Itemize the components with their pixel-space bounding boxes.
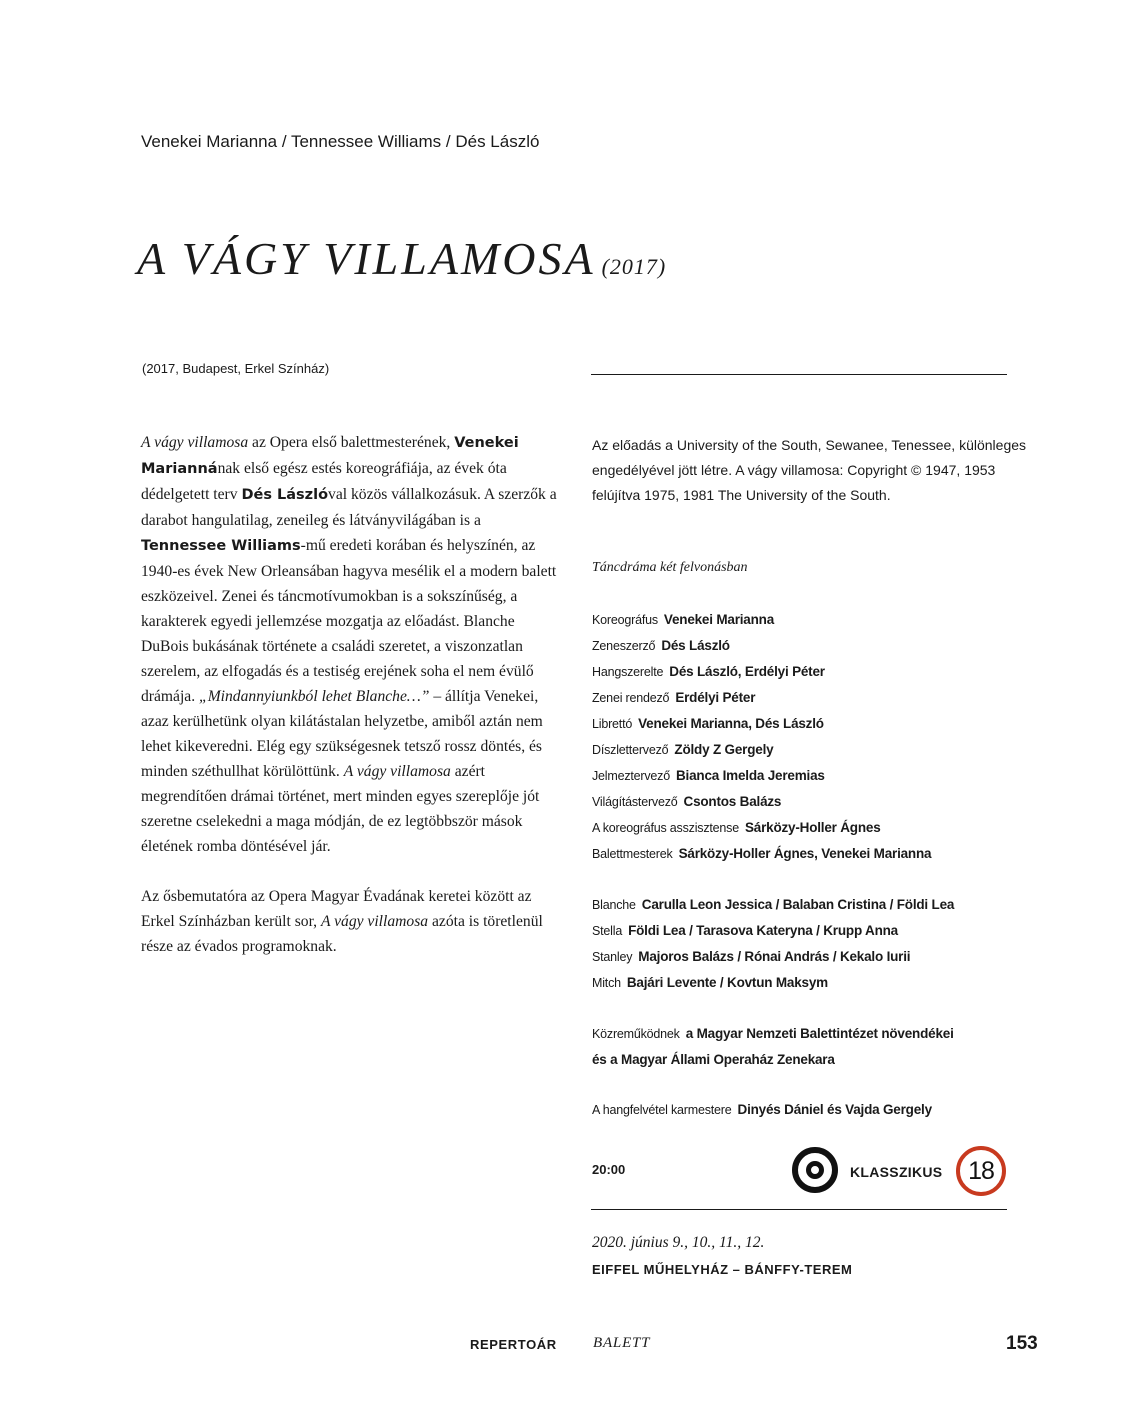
license-note: Az előadás a University of the South, Sewanee, Tenessee, különleges engedélyével jött létre. A vágy villamosa: Copyright © 1947, 1953 felújítva 1975, 1981 The University of the South. [592, 437, 1027, 503]
credit-name: Zöldy Z Gergely [674, 742, 774, 757]
name-highlight: Tennessee Williams [141, 538, 301, 554]
divider [591, 374, 1007, 375]
name-highlight: Venekei Mariann [141, 435, 519, 477]
credit-name: Sárközy-Holler Ágnes [744, 820, 881, 835]
name-highlight: Dés László [241, 487, 329, 503]
show-dates: 2020. június 9., 10., 11., 12. [592, 1234, 765, 1251]
credit-name: Bajári Levente / Kovtun Maksym [626, 975, 828, 990]
title-text: A VÁGY VILLAMOSA [137, 233, 596, 284]
text-run: az Opera első balettmesterének, [248, 434, 455, 451]
credit-role: Világítástervező [592, 795, 678, 809]
credit-name: Dés László [661, 638, 730, 653]
credit-row [592, 737, 954, 763]
credit-role: Díszlettervező [592, 743, 669, 757]
credit-row [592, 607, 954, 633]
show-time: 20:00 [592, 1162, 626, 1177]
credit-role: Közreműködnek [592, 1027, 680, 1041]
credit-role: Hangszerelte [592, 665, 664, 679]
age-rating-badge: 18 [956, 1146, 1006, 1196]
credit-row [592, 892, 954, 918]
page-number: 153 [1006, 1333, 1038, 1354]
name-highlight: á [207, 461, 218, 477]
credit-row [592, 918, 954, 944]
category-label: KLASSZIKUS [850, 1164, 943, 1180]
credit-name: Földi Lea / Tarasova Kateryna / Krupp Anna [628, 923, 898, 938]
credit-name: Carulla Leon Jessica / Balaban Cristina / Földi Lea [641, 897, 955, 912]
credit-role: Stanley [592, 950, 633, 964]
credit-role: Stella [592, 924, 623, 938]
venue: EIFFEL MŰHELYHÁZ – BÁNFFY-TEREM [592, 1262, 853, 1277]
credit-row [592, 633, 954, 659]
credits-list [592, 607, 954, 1123]
footer-section: REPERTOÁR [470, 1337, 557, 1352]
authors: Venekei Marianna / Tennessee Williams / Dés László [141, 132, 540, 151]
title-year: (2017) [601, 254, 667, 279]
credit-row [592, 841, 954, 867]
italic-phrase: A vágy villamosa [320, 913, 429, 930]
credit-name: Dés László, Erdélyi Péter [669, 664, 825, 679]
credit-name: Venekei Marianna, Dés László [638, 716, 824, 731]
credit-role: Jelmeztervező [592, 769, 670, 783]
credit-role: Blanche [592, 898, 636, 912]
italic-phrase: A vágy villamosa [141, 434, 249, 451]
premiere-info: (2017, Budapest, Erkel Színház) [142, 361, 330, 376]
credit-role: Balettmesterek [592, 847, 673, 861]
credit-role: Zenei rendező [592, 691, 670, 705]
text-run: val közös vállalkozásuk. A szerzők a darabot hangulatilag, zeneileg és látványvilágában is a [141, 486, 557, 529]
credit-row [592, 711, 954, 737]
credit-row [592, 815, 954, 841]
text-run: – állítja Venekei, azaz kerülhetünk olyan kilátástalan helyzetbe, amiből aztán nem lehet kikeveredni. Elég egy szükségesnek tetsző rossz döntés, és minden széthullhat körülöttünk. [141, 688, 543, 780]
contributors [592, 1021, 954, 1047]
credit-name: Bianca Imelda Jeremias [676, 768, 825, 783]
credit-row [592, 789, 954, 815]
target-icon [792, 1147, 838, 1193]
text-run: nak első egész estés koreográfiája, az évek óta dédelgetett terv [141, 460, 507, 503]
credit-name: Majoros Balázs / Rónai András / Kekalo Iurii [638, 949, 911, 964]
credit-row [592, 944, 954, 970]
credit-role: Zeneszerző [592, 639, 656, 653]
description-paragraph [141, 430, 561, 859]
credit-row [592, 970, 954, 996]
credit-name: Venekei Marianna [663, 612, 775, 627]
text-run: azóta is töretlenül része az évados programoknak. [141, 913, 543, 955]
credit-name: a Magyar Nemzeti Balettintézet növendékei [685, 1026, 954, 1041]
credit-role: A hangfelvétel karmestere [592, 1103, 732, 1117]
credit-role: Librettó [592, 717, 633, 731]
credit-role: A koreográfus asszisztense [592, 821, 739, 835]
contributors-line2: és a Magyar Állami Operaház Zenekara [592, 1052, 835, 1067]
credit-role: Mitch [592, 976, 621, 990]
recording-conductor [592, 1097, 954, 1123]
credit-name: Sárközy-Holler Ágnes, Venekei Marianna [678, 846, 932, 861]
credit-name: Dinyés Dániel és Vajda Gergely [737, 1102, 932, 1117]
credit-row [592, 659, 954, 685]
text-run: azért megrendítően drámai történet, mert minden egyes szereplője jót szeretne cselekedni a maga módján, de ez legtöbbször mások életének romba döntésével jár. [141, 763, 540, 855]
text-run: Az ősbemutatóra az Opera Magyar Évadának keretei között az Erkel Színházban került sor, [141, 888, 532, 930]
divider [591, 1209, 1007, 1210]
credit-role: Koreográfus [592, 613, 658, 627]
credit-name: Erdélyi Péter [675, 690, 756, 705]
italic-phrase: „Mindannyiunkból lehet Blanche…” [199, 688, 430, 705]
credit-row [592, 685, 954, 711]
description-paragraph [141, 884, 561, 959]
genre: Táncdráma két felvonásban [592, 560, 748, 575]
italic-phrase: A vágy villamosa [343, 763, 451, 780]
description [141, 430, 561, 959]
footer-subsection: BALETT [593, 1335, 651, 1351]
credit-name: Csontos Balázs [683, 794, 782, 809]
page-title [137, 232, 666, 285]
credit-row [592, 763, 954, 789]
text-run: -mű eredeti korában és helyszínén, az 1940-es évek New Orleansában hagyva mesélik el a modern balett eszközeivel. Zenei és táncmotívumokban is a sokszínűség, a karakterek egyedi jellemzése mozgatja az előadást. Blanche DuBois bukásának története a családi szeretet, a viszonzatlan szerelem, az elfogadás és a testiség erejének soha el nem évülő drámája. [141, 537, 557, 705]
